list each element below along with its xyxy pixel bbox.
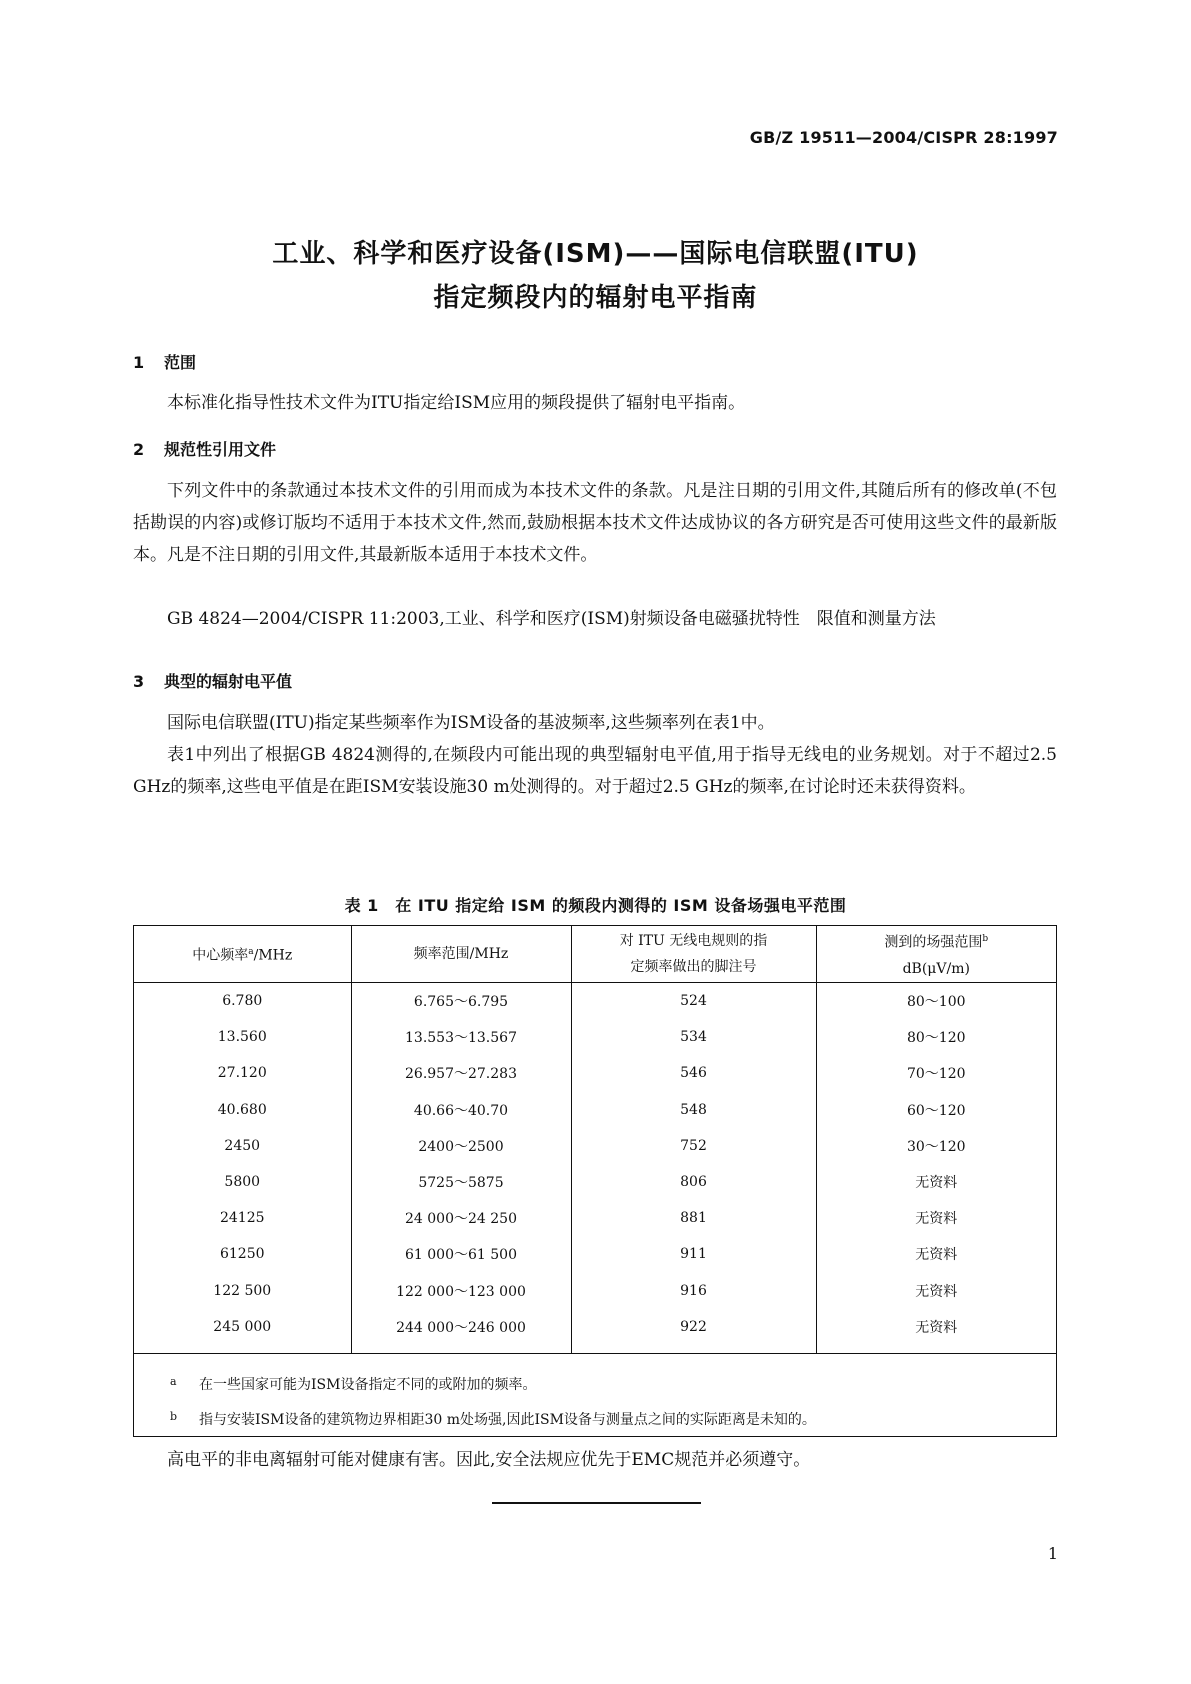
- table-row: 122 500 122 000～123 000 916 无资料: [134, 1273, 1056, 1309]
- section-title: 范围: [164, 353, 197, 372]
- data-table-frame: [133, 925, 1057, 1437]
- header-frequency-range: 频率范围/MHz: [351, 926, 571, 983]
- table-row: 245 000 244 000～246 000 922 无资料: [134, 1309, 1056, 1345]
- table-row: 40.680 40.66～40.70 548 60～120: [134, 1092, 1056, 1128]
- table-row: 13.560 13.553～13.567 534 80～120: [134, 1019, 1056, 1055]
- table-row: 27.120 26.957～27.283 546 70～120: [134, 1055, 1056, 1091]
- section-number: 1: [133, 353, 145, 372]
- section-1-paragraph: 本标准化指导性技术文件为ITU指定给ISM应用的频段提供了辐射电平指南。: [167, 393, 746, 413]
- header-center-frequency: 中心频率$^a$/MHz: [134, 926, 351, 983]
- section-2-paragraph-2: GB 4824—2004/CISPR 11:2003,工业、科学和医疗(ISM)射频设备电磁骚扰特性 限值和测量方法: [167, 609, 936, 629]
- table-row: 2450 2400～2500 752 30～120: [134, 1128, 1056, 1164]
- header-footnote-number: 对 ITU 无线电规则的指 定频率做出的脚注号: [571, 926, 816, 983]
- header-field-strength: 测到的场强范围$^b$ dB(μV/m): [816, 926, 1056, 983]
- footnote-a: a 在一些国家可能为ISM设备指定不同的或附加的频率。: [170, 1375, 537, 1393]
- end-rule-divider: [492, 1502, 701, 1504]
- section-1-heading: [133, 350, 196, 373]
- section-3-paragraph-2: 表1中列出了根据GB 4824测得的,在频段内可能出现的典型辐射电平值,用于指导无线电的业务规划。对于不超过2.5 GHz的频率,这些电平值是在距ISM安装设施30 m处测得的。对于超过2.5 GHz的频率,在讨论时还未获得资料。: [133, 745, 1057, 797]
- table-caption: 表 1 在 ITU 指定给 ISM 的频段内测得的 ISM 设备场强电平范围: [344, 896, 847, 915]
- section-title: 规范性引用文件: [164, 440, 277, 459]
- table-row: 6.780 6.765～6.795 524 80～100: [134, 983, 1056, 1020]
- title-line-1: 工业、科学和医疗设备(ISM)——国际电信联盟(ITU): [272, 239, 919, 269]
- standard-code: GB/Z 19511—2004/CISPR 28:1997: [749, 128, 1058, 147]
- table-footnotes: [170, 1366, 816, 1436]
- section-number: 2: [133, 440, 145, 459]
- frequency-table: [134, 926, 1056, 1354]
- table-row: 61250 61 000～61 500 911 无资料: [134, 1236, 1056, 1272]
- document-title: [0, 232, 1191, 320]
- section-number: 3: [133, 672, 145, 691]
- table-header-row: [134, 926, 1056, 983]
- page-number: 1: [1047, 1544, 1058, 1563]
- table-row-spacer: [134, 1345, 1056, 1354]
- section-2-paragraph-1: 下列文件中的条款通过本技术文件的引用而成为本技术文件的条款。凡是注日期的引用文件,其随后所有的修改单(不包括勘误的内容)或修订版均不适用于本技术文件,然而,鼓励根据本技术文件达成协议的各方研究是否可使用这些文件的最新版本。凡是不注日期的引用文件,其最新版本适用于本技术文件。: [133, 481, 1057, 565]
- closing-paragraph: 高电平的非电离辐射可能对健康有害。因此,安全法规应优先于EMC规范并必须遵守。: [167, 1450, 811, 1470]
- table-row: 5800 5725～5875 806 无资料: [134, 1164, 1056, 1200]
- section-3-heading: [133, 669, 292, 692]
- section-3-paragraph-1: 国际电信联盟(ITU)指定某些频率作为ISM设备的基波频率,这些频率列在表1中。: [167, 713, 775, 733]
- footnote-b: b 指与安装ISM设备的建筑物边界相距30 m处场强,因此ISM设备与测量点之间的实际距离是未知的。: [170, 1410, 816, 1428]
- table-row: 24125 24 000～24 250 881 无资料: [134, 1200, 1056, 1236]
- title-line-2: 指定频段内的辐射电平指南: [433, 283, 758, 313]
- section-title: 典型的辐射电平值: [164, 672, 293, 691]
- section-2-heading: [133, 437, 276, 460]
